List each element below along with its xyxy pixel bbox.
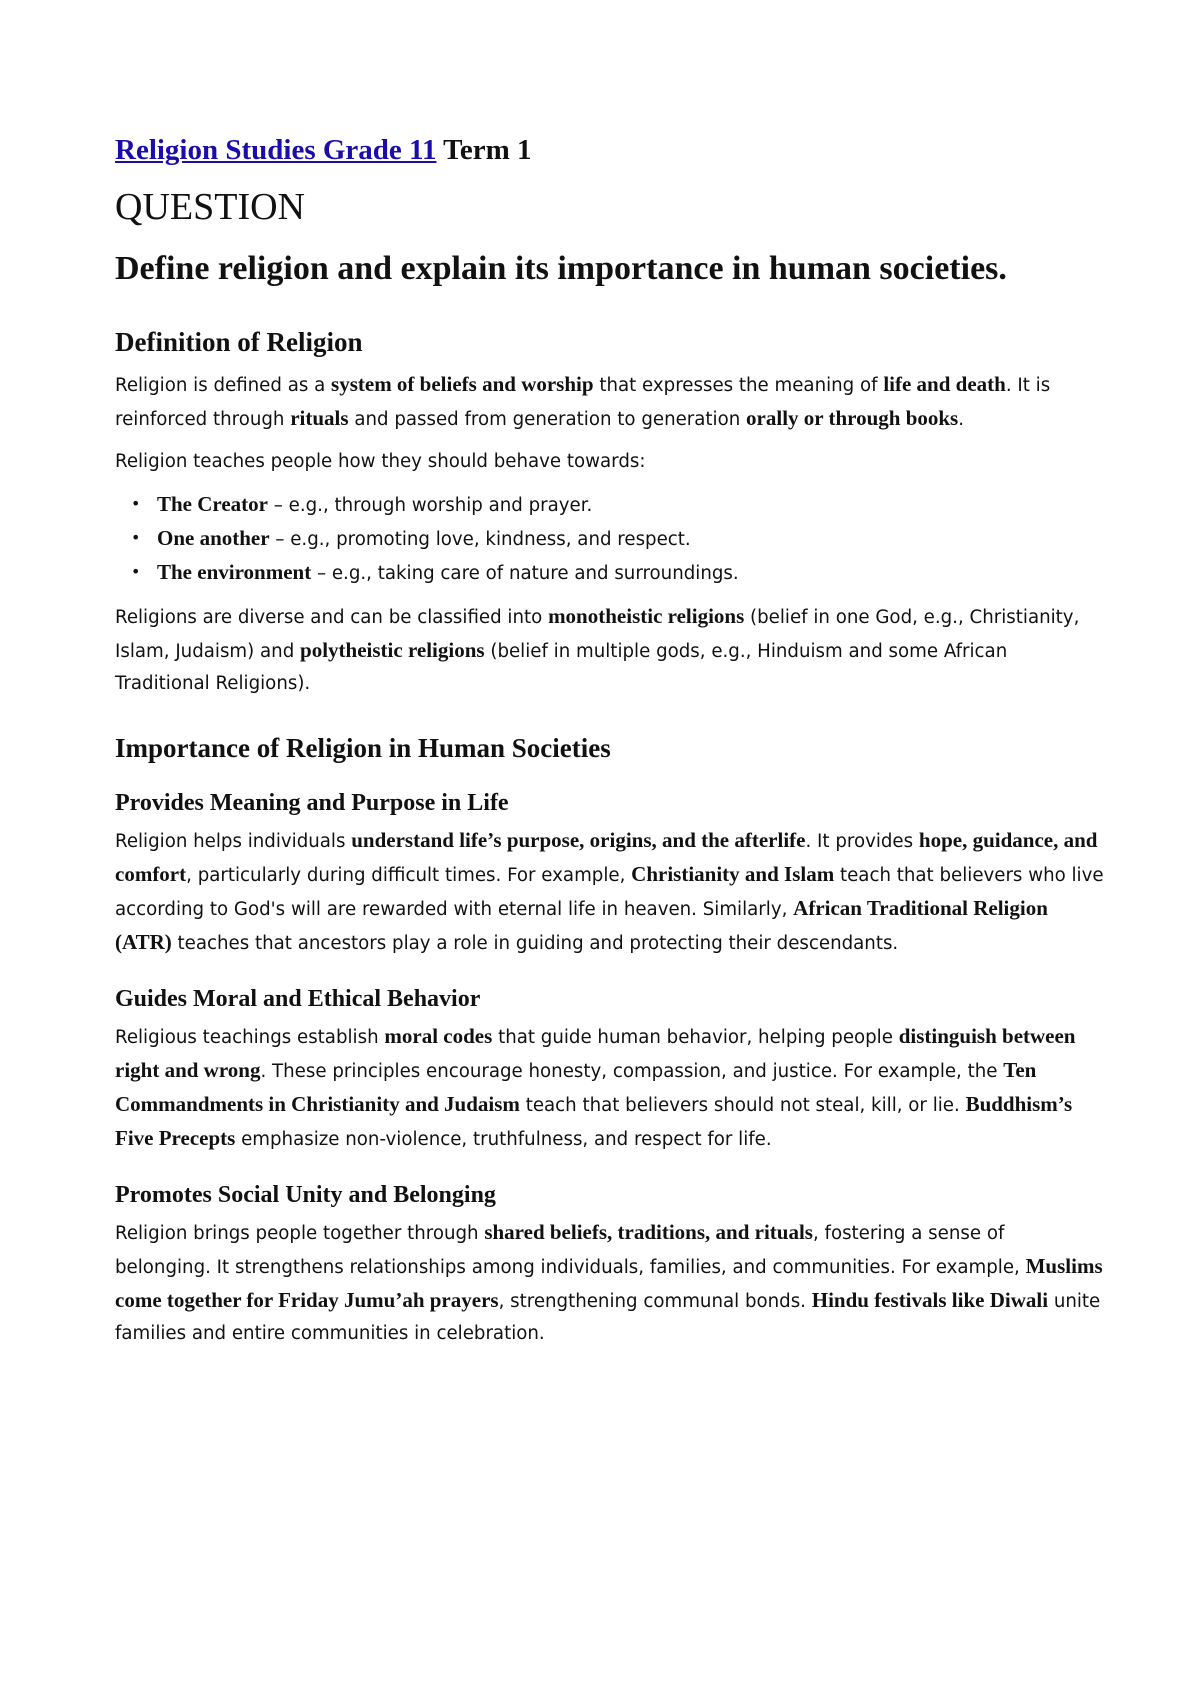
document-page <box>115 130 1105 1350</box>
definition-paragraph: Religion is defined as a system of beliefs and worship that expresses the meaning of life and death. It is reinforced through rituals and passed from generation to generation orally or through books. <box>115 372 1051 430</box>
document-title <box>115 130 1105 170</box>
course-title-link[interactable]: Religion Studies Grade 11 <box>115 134 437 166</box>
main-question: Define religion and explain its importance in human societies. <box>115 250 1007 287</box>
definition-heading: Definition of Religion <box>115 327 363 357</box>
unity-heading: Promotes Social Unity and Belonging <box>115 1182 496 1208</box>
moral-paragraph: Religious teachings establish moral codes that guide human behavior, helping people distinguish between right and wrong. These principles encourage honesty, compassion, and justice. For example, the Ten Commandments in Christianity and Judaism teach that believers should not steal, kill, or lie. Buddhism’s Five Precepts emphasize non-violence, truthfulness, and respect for life. <box>115 1024 1076 1150</box>
importance-heading: Importance of Religion in Human Societies <box>115 733 611 763</box>
behaviour-list <box>115 488 1105 590</box>
classification-paragraph: Religions are diverse and can be classified into monotheistic religions (belief in one God, e.g., Christianity, Islam, Judaism) and polytheistic religions (belief in multiple gods, e.g., Hinduism and some African Traditional Religions). <box>115 604 1080 694</box>
unity-paragraph: Religion brings people together through shared beliefs, traditions, and rituals, fostering a sense of belonging. It strengthens relationships among individuals, families, and communities. For example, Muslims come together for Friday Jumu’ah prayers, strengthening communal bonds. Hindu festivals like Diwali unite families and entire communities in celebration. <box>115 1220 1103 1344</box>
list-item: • The Creator – e.g., through worship and prayer. <box>157 488 1105 522</box>
question-label: QUESTION <box>115 186 305 228</box>
meaning-paragraph: Religion helps individuals understand life’s purpose, origins, and the afterlife. It provides hope, guidance, and comfort, particularly during difficult times. For example, Christianity and Islam teach that believers who live according to God's will are rewarded with eternal life in heaven. Similarly, African Traditional Religion (ATR) teaches that ancestors play a role in guiding and protecting their descendants. <box>115 828 1104 954</box>
list-item: • One another – e.g., promoting love, kindness, and respect. <box>157 522 1105 556</box>
list-item: • The environment – e.g., taking care of nature and surroundings. <box>157 556 1105 590</box>
behaviour-intro: Religion teaches people how they should behave towards: <box>115 451 646 472</box>
term-label: Term 1 <box>436 134 532 166</box>
meaning-heading: Provides Meaning and Purpose in Life <box>115 790 509 816</box>
moral-heading: Guides Moral and Ethical Behavior <box>115 986 481 1012</box>
